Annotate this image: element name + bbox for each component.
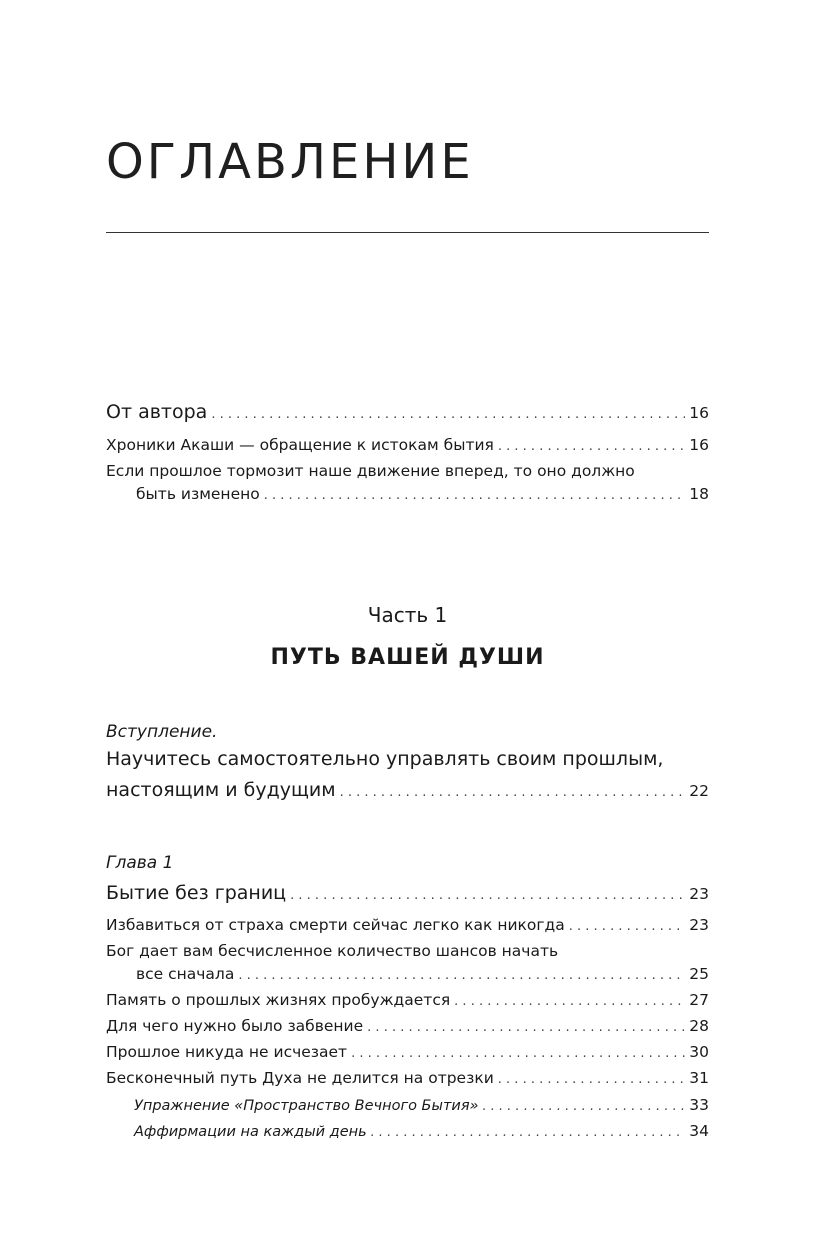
toc-entry-label: Упражнение «Пространство Вечного Бытия» bbox=[134, 1098, 479, 1114]
leader-dots bbox=[454, 994, 685, 1009]
toc-page-number: 22 bbox=[689, 782, 709, 800]
toc-entry-fear-of-death[interactable] bbox=[106, 916, 709, 934]
page-title: ОГЛАВЛЕНИЕ bbox=[106, 134, 474, 190]
toc-entry-label: Аффирмации на каждый день bbox=[134, 1124, 367, 1140]
toc-entry-past-remains[interactable] bbox=[106, 1043, 709, 1061]
leader-dots bbox=[290, 888, 685, 903]
toc-entry-label: Бытие без границ bbox=[106, 882, 287, 904]
toc-entry-past-lives-memory[interactable] bbox=[106, 991, 709, 1009]
toc-entry-label: Прошлое никуда не исчезает bbox=[106, 1043, 348, 1061]
leader-dots bbox=[498, 1072, 685, 1087]
toc-page-number: 25 bbox=[689, 965, 709, 983]
introduction-title-line1[interactable]: Научитесь самостоятельно управлять своим прошлым, bbox=[106, 748, 664, 770]
toc-entry-affirmations[interactable] bbox=[134, 1122, 709, 1140]
toc-entry-god-chances-line2[interactable] bbox=[136, 965, 709, 983]
toc-entry-spirit-path[interactable] bbox=[106, 1069, 709, 1087]
title-divider bbox=[106, 232, 709, 233]
part-title: ПУТЬ ВАШЕЙ ДУШИ bbox=[270, 645, 545, 670]
leader-dots bbox=[340, 785, 686, 800]
introduction-heading: Вступление. bbox=[106, 722, 218, 742]
toc-page-number: 18 bbox=[689, 485, 709, 503]
toc-entry-label: Бесконечный путь Духа не делится на отрезки bbox=[106, 1069, 494, 1087]
leader-dots bbox=[569, 919, 686, 934]
toc-entry-label: Для чего нужно было забвение bbox=[106, 1017, 364, 1035]
leader-dots bbox=[371, 1125, 686, 1140]
chapter-heading: Глава 1 bbox=[106, 853, 174, 873]
toc-entry-label: Хроники Акаши — обращение к истокам бытия bbox=[106, 436, 494, 454]
toc-entry-label: От автора bbox=[106, 401, 208, 423]
toc-entry-label: все сначала bbox=[136, 965, 235, 983]
toc-entry-introduction[interactable] bbox=[106, 779, 709, 801]
toc-page-number: 23 bbox=[689, 885, 709, 903]
toc-entry-label: быть изменено bbox=[136, 485, 260, 503]
toc-entry-label: Память о прошлых жизнях пробуждается bbox=[106, 991, 451, 1009]
toc-entry-akashic[interactable] bbox=[106, 436, 709, 454]
toc-page-number: 33 bbox=[689, 1096, 709, 1114]
leader-dots bbox=[264, 488, 686, 503]
toc-page-number: 28 bbox=[689, 1017, 709, 1035]
toc-page-number: 31 bbox=[689, 1069, 709, 1087]
toc-entry-past-line1[interactable]: Если прошлое тормозит наше движение вперед, то оно должно bbox=[106, 462, 635, 480]
toc-page-number: 23 bbox=[689, 916, 709, 934]
toc-entry-chapter1[interactable] bbox=[106, 882, 709, 904]
toc-entry-label: Избавиться от страха смерти сейчас легко как никогда bbox=[106, 916, 565, 934]
leader-dots bbox=[483, 1099, 686, 1114]
leader-dots bbox=[351, 1046, 685, 1061]
toc-entry-past-line2[interactable] bbox=[136, 485, 709, 503]
toc-entry-oblivion[interactable] bbox=[106, 1017, 709, 1035]
toc-entry-god-chances-line1[interactable]: Бог дает вам бесчисленное количество шансов начать bbox=[106, 942, 559, 960]
leader-dots bbox=[498, 439, 685, 454]
toc-entry-label: настоящим и будущим bbox=[106, 779, 336, 801]
leader-dots bbox=[238, 968, 685, 983]
toc-entry-from-author[interactable] bbox=[106, 401, 709, 423]
toc-entry-exercise[interactable] bbox=[134, 1096, 709, 1114]
toc-page-number: 30 bbox=[689, 1043, 709, 1061]
toc-page-number: 16 bbox=[689, 436, 709, 454]
toc-page-number: 16 bbox=[689, 404, 709, 422]
part-number: Часть 1 bbox=[367, 603, 448, 627]
toc-page-number: 34 bbox=[689, 1122, 709, 1140]
leader-dots bbox=[367, 1020, 685, 1035]
toc-page-number: 27 bbox=[689, 991, 709, 1009]
leader-dots bbox=[211, 407, 685, 422]
